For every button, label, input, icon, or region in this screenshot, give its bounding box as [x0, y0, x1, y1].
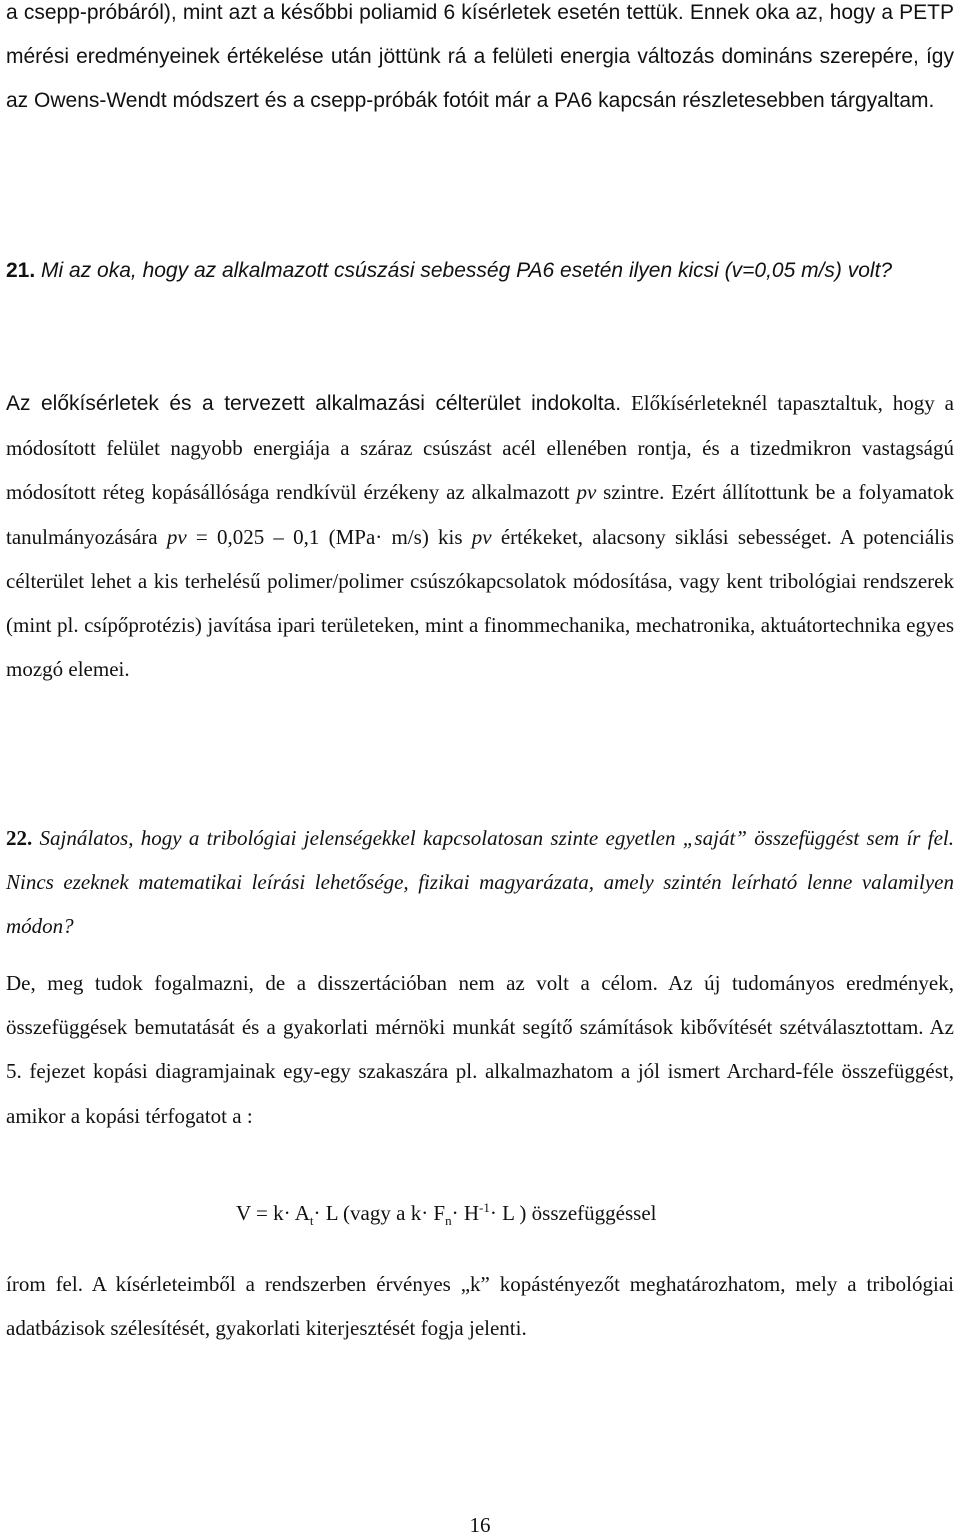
- answer-21: Az előkísérletek és a tervezett alkalmazási célterület indokolta. Előkísérleteknél tapasztaltuk, hogy a módosított felület nagyobb energiája a száraz csúszást acél ellenében rontja, és a tizedmikron vastagságú módosított réteg kopásállósága rendkívül érzékeny az alkalmazott pv szintre. Ezért állítottunk be a folyamatok tanulmányozására pv = 0,025 – 0,1 (MPa· m/s) kis pv értékeket, alacsony siklási sebességet. A potenciális célterület lehet a kis terhelésű polimer/polimer csúszókapcsolatok módosítása, vagy kent tribológiai rendszerek (mint pl. csípőprotézis) javítása ipari területeken, mint a finommechanika, mechatronika, aktuátortechnika egyes mozgó elemei.: [6, 391, 955, 682]
- question-22-text: Sajnálatos, hogy a tribológiai jelenségekkel kapcsolatosan szinte egyetlen „saját” összefüggést sem ír fel. Nincs ezeknek matematikai leírási lehetősége, fizikai magyarázata, amely szintén leírható lenne valamilyen módon?: [6, 826, 954, 939]
- question-21-text: Mi az oka, hogy az alkalmazott csúszási sebesség PA6 esetén ilyen kicsi (v=0,05 m/s) volt?: [35, 259, 893, 282]
- paragraph-intro: a csepp-próbáról), mint azt a későbbi poliamid 6 kísérletek esetén tettük. Ennek oka az, hogy a PETP mérési eredményeinek értékelése után jöttünk rá a felületi energia változás domináns szerepére, így az Owens-Wendt módszert és a csepp-próbák fotóit már a PA6 kapcsán részletesebben tárgyaltam.: [6, 1, 954, 113]
- question-21: [6, 249, 954, 293]
- question-22-number: 22.: [6, 826, 33, 850]
- archard-formula: $V = k\cdot A_t\cdot L$ (vagy a $k\cdot F_n\cdot H^{-1}\cdot L$ ) összefüggéssel: [236, 1200, 657, 1229]
- question-21-number: 21.: [6, 259, 36, 282]
- question-22: [6, 816, 954, 949]
- answer-21-lead: Az előkísérletek és a tervezett alkalmazási célterület indokolta.: [6, 392, 622, 415]
- answer-22: De, meg tudok fogalmazni, de a disszertációban nem az volt a célom. Az új tudományos eredmények, összefüggések bemutatását és a gyakorlati mérnöki munkát segítő számítások kibővítését szétválasztottam. Az 5. fejezet kopási diagramjainak egy-egy szakaszára pl. alkalmazhatom a jól ismert Archard-féle összefüggést, amikor a kopási térfogatot a :: [6, 971, 954, 1128]
- page-number: 16: [469, 1513, 491, 1537]
- paragraph-closing: írom fel. A kísérleteimből a rendszerben érvényes „k” kopástényezőt meghatározhatom, mely a tribológiai adatbázisok szélesítését, gyakorlati kiterjesztését fogja jelenti.: [6, 1272, 954, 1341]
